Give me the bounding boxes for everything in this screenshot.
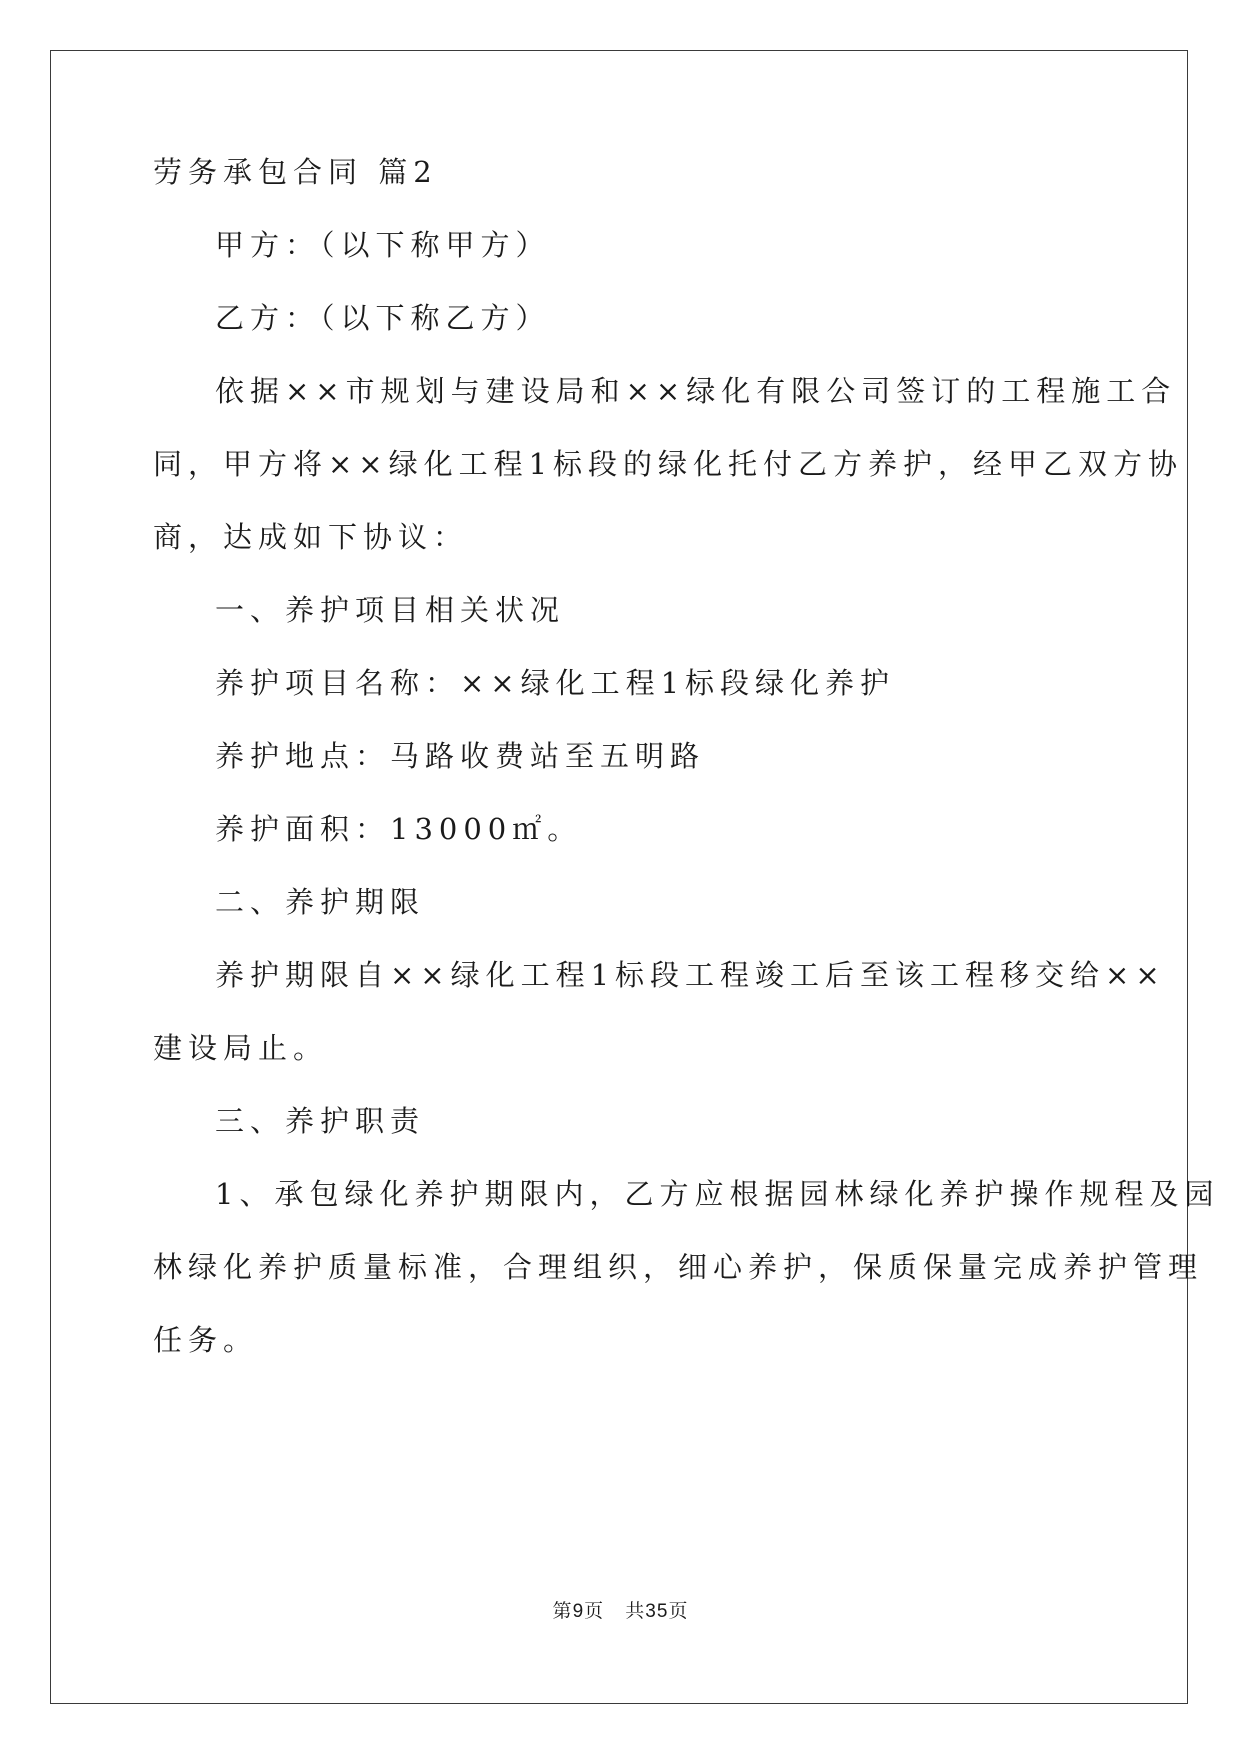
party-b-line: 乙方：（以下称乙方） xyxy=(215,301,551,335)
footer-page-unit: 页 xyxy=(584,1600,605,1622)
page-footer xyxy=(0,1598,1241,1625)
footer-total-prefix: 共 xyxy=(625,1600,646,1622)
footer-prefix: 第 xyxy=(552,1600,573,1622)
footer-total-pages: 35 xyxy=(645,1601,669,1622)
section-heading: 二、养护期限 xyxy=(215,885,426,919)
project-name-line: 养护项目名称：××绿化工程1标段绿化养护 xyxy=(215,666,896,700)
footer-page-number: 9 xyxy=(572,1601,585,1622)
heading-title: 劳务承包合同 篇2 xyxy=(153,155,438,189)
section-heading: 一、养护项目相关状况 xyxy=(215,593,566,627)
section-heading: 三、养护职责 xyxy=(215,1104,426,1138)
project-location-line: 养护地点：马路收费站至五明路 xyxy=(215,739,706,773)
body-paragraph-line: 任务。 xyxy=(153,1323,259,1357)
party-a-line: 甲方：（以下称甲方） xyxy=(215,228,551,262)
footer-total-unit: 页 xyxy=(668,1600,689,1622)
project-area-line: 养护面积：13000㎡。 xyxy=(215,812,583,846)
body-paragraph-line: 1、承包绿化养护期限内，乙方应根据园林绿化养护操作规程及园 xyxy=(215,1177,1220,1211)
body-paragraph-line: 建设局止。 xyxy=(153,1031,329,1065)
body-paragraph-line: 养护期限自××绿化工程1标段工程竣工后至该工程移交给×× xyxy=(215,958,1166,992)
body-paragraph-line: 同，甲方将××绿化工程1标段的绿化托付乙方养护，经甲乙双方协 xyxy=(153,447,1184,481)
body-paragraph-line: 商，达成如下协议： xyxy=(153,520,469,554)
body-paragraph-line: 依据××市规划与建设局和××绿化有限公司签订的工程施工合 xyxy=(215,374,1177,408)
body-paragraph-line: 林绿化养护质量标准，合理组织，细心养护，保质保量完成养护管理 xyxy=(153,1250,1204,1284)
